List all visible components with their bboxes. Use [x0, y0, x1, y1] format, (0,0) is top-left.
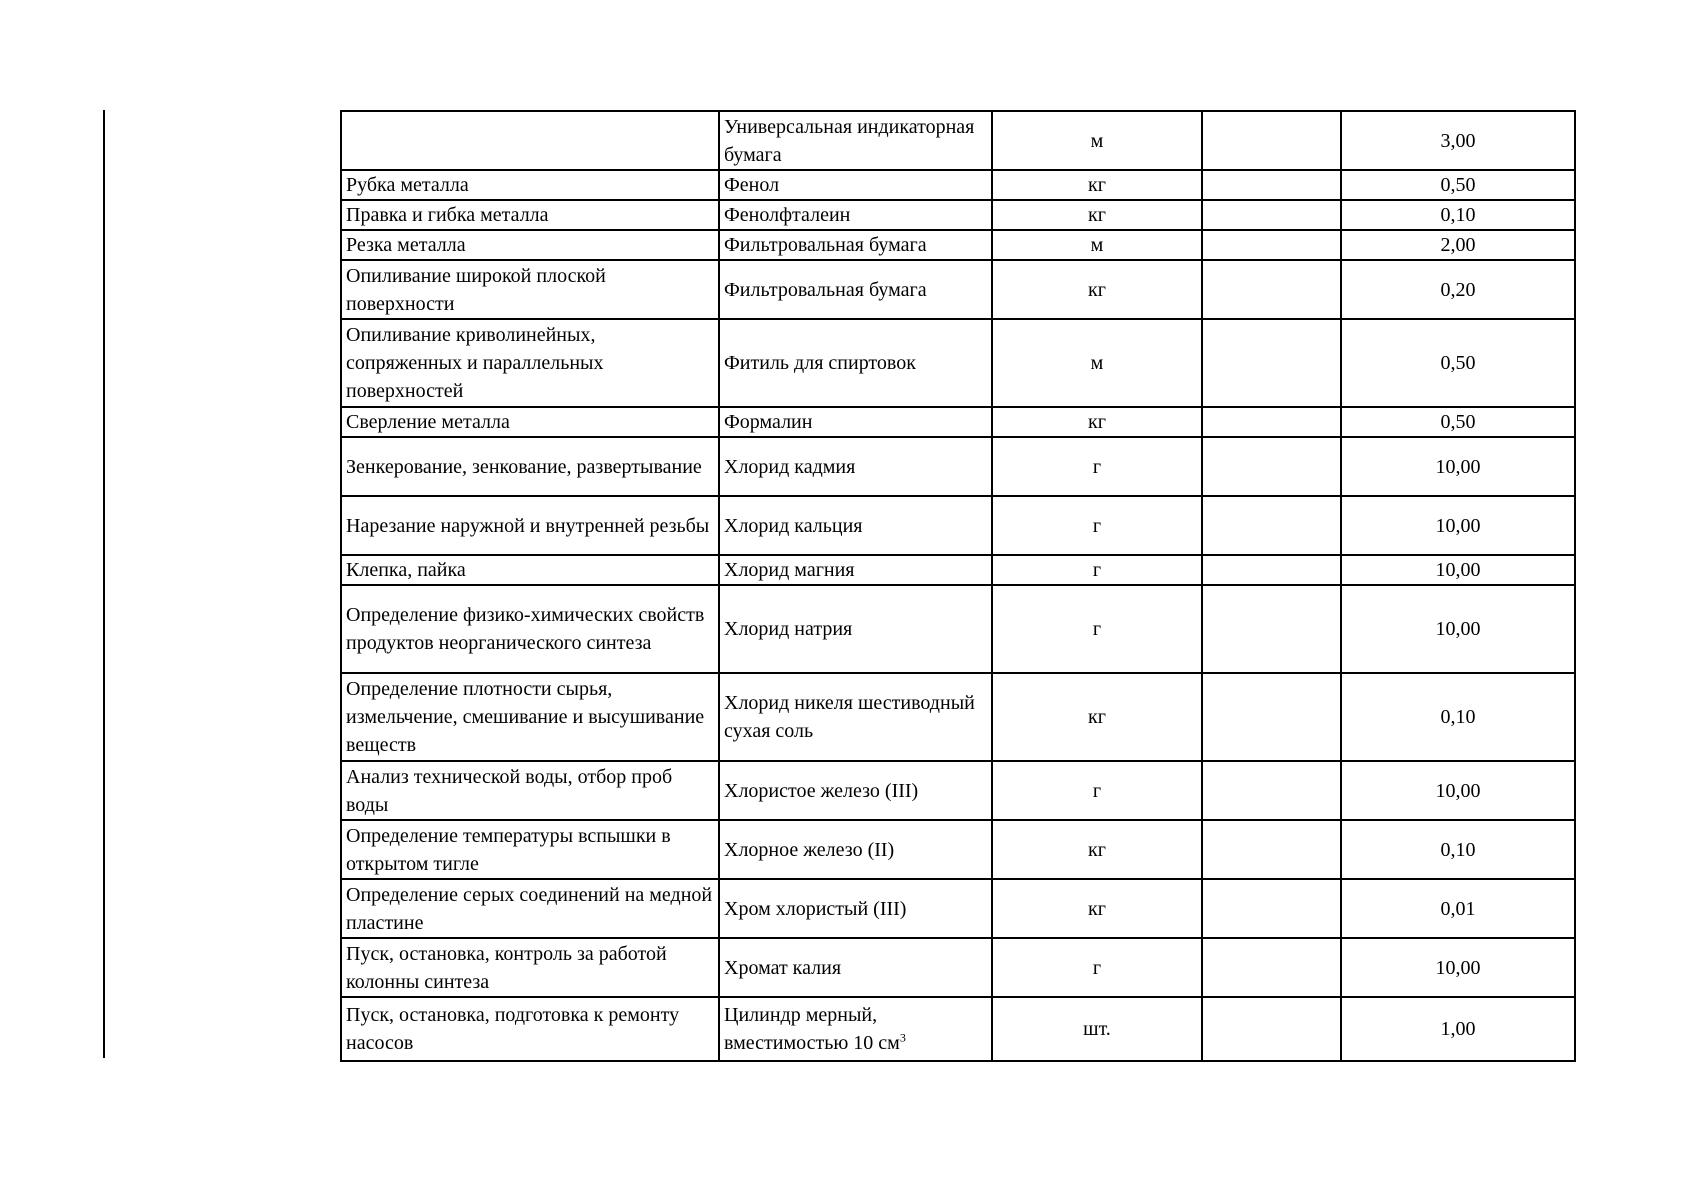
unit-cell: г — [992, 761, 1202, 820]
operation-cell: Определение плотности сырья, измельчение, смешивание и высушивание веществ — [341, 673, 719, 761]
operation-cell: Определение температуры вспышки в открытом тигле — [341, 820, 719, 879]
material-cell — [719, 997, 992, 1061]
quantity-cell: 10,00 — [1341, 761, 1575, 820]
empty-cell — [1202, 437, 1341, 496]
unit-cell: кг — [992, 879, 1202, 938]
quantity-cell: 1,00 — [1341, 997, 1575, 1061]
quantity-cell: 10,00 — [1341, 585, 1575, 673]
empty-cell — [1202, 879, 1341, 938]
table-row — [341, 673, 1575, 761]
empty-cell — [1202, 820, 1341, 879]
unit-cell: шт. — [992, 997, 1202, 1061]
material-cell: Хлористое железо (III) — [719, 761, 992, 820]
empty-cell — [1202, 170, 1341, 200]
empty-cell — [1202, 111, 1341, 170]
operation-cell: Правка и гибка металла — [341, 200, 719, 230]
quantity-cell: 0,10 — [1341, 200, 1575, 230]
empty-cell — [1202, 673, 1341, 761]
table-row — [341, 938, 1575, 997]
operation-cell: Клепка, пайка — [341, 555, 719, 585]
page-margin-line — [103, 110, 105, 1058]
empty-cell — [1202, 200, 1341, 230]
quantity-cell: 0,10 — [1341, 820, 1575, 879]
unit-cell: м — [992, 230, 1202, 260]
table-row — [341, 820, 1575, 879]
empty-cell — [1202, 761, 1341, 820]
unit-cell: кг — [992, 673, 1202, 761]
operation-cell: Определение физико-химических свойств продуктов неорганического синтеза — [341, 585, 719, 673]
table-row — [341, 879, 1575, 938]
quantity-cell: 3,00 — [1341, 111, 1575, 170]
operation-cell: Нарезание наружной и внутренней резьбы — [341, 496, 719, 555]
material-cell: Хлорид натрия — [719, 585, 992, 673]
empty-cell — [1202, 319, 1341, 407]
quantity-cell: 0,10 — [1341, 673, 1575, 761]
quantity-cell: 0,01 — [1341, 879, 1575, 938]
operation-cell: Определение серых соединений на медной пластине — [341, 879, 719, 938]
table-row — [341, 319, 1575, 407]
superscript-exponent: 3 — [899, 1030, 906, 1045]
table-row — [341, 260, 1575, 319]
operation-cell: Анализ технической воды, отбор проб воды — [341, 761, 719, 820]
operation-cell: Зенкерование, зенкование, развертывание — [341, 437, 719, 496]
empty-cell — [1202, 407, 1341, 437]
material-cell: Фитиль для спиртовок — [719, 319, 992, 407]
unit-cell: кг — [992, 820, 1202, 879]
quantity-cell: 0,50 — [1341, 407, 1575, 437]
unit-cell: г — [992, 585, 1202, 673]
table-row — [341, 407, 1575, 437]
quantity-cell: 0,20 — [1341, 260, 1575, 319]
material-cell: Фенол — [719, 170, 992, 200]
empty-cell — [1202, 230, 1341, 260]
table-row — [341, 111, 1575, 170]
empty-cell — [1202, 997, 1341, 1061]
quantity-cell: 10,00 — [1341, 555, 1575, 585]
quantity-cell: 0,50 — [1341, 319, 1575, 407]
quantity-cell: 0,50 — [1341, 170, 1575, 200]
unit-cell: м — [992, 111, 1202, 170]
material-cell: Фильтровальная бумага — [719, 260, 992, 319]
materials-table — [340, 110, 1576, 1062]
table-row — [341, 200, 1575, 230]
unit-cell: м — [992, 319, 1202, 407]
quantity-cell: 10,00 — [1341, 938, 1575, 997]
material-cell: Хром хлористый (III) — [719, 879, 992, 938]
unit-cell: кг — [992, 170, 1202, 200]
material-cell: Универсальная индикаторная бумага — [719, 111, 992, 170]
operation-cell: Опиливание широкой плоской поверхности — [341, 260, 719, 319]
material-cell: Хлорное железо (II) — [719, 820, 992, 879]
empty-cell — [1202, 938, 1341, 997]
material-text: Цилиндр мерный, вместимостью 10 см — [724, 1004, 900, 1054]
material-cell: Формалин — [719, 407, 992, 437]
quantity-cell: 10,00 — [1341, 437, 1575, 496]
operation-cell — [341, 111, 719, 170]
table-row — [341, 437, 1575, 496]
table-row — [341, 496, 1575, 555]
material-cell: Хлорид магния — [719, 555, 992, 585]
table-row — [341, 997, 1575, 1061]
material-cell: Хромат калия — [719, 938, 992, 997]
table-row — [341, 170, 1575, 200]
operation-cell: Опиливание криволинейных, сопряженных и параллельных поверхностей — [341, 319, 719, 407]
operation-cell: Пуск, остановка, контроль за работой колонны синтеза — [341, 938, 719, 997]
empty-cell — [1202, 555, 1341, 585]
empty-cell — [1202, 585, 1341, 673]
quantity-cell: 2,00 — [1341, 230, 1575, 260]
unit-cell: г — [992, 437, 1202, 496]
table-row — [341, 585, 1575, 673]
unit-cell: г — [992, 496, 1202, 555]
table-row — [341, 555, 1575, 585]
operation-cell: Рубка металла — [341, 170, 719, 200]
table-row — [341, 230, 1575, 260]
material-cell: Фильтровальная бумага — [719, 230, 992, 260]
operation-cell: Пуск, остановка, подготовка к ремонту насосов — [341, 997, 719, 1061]
material-cell: Хлорид кадмия — [719, 437, 992, 496]
quantity-cell: 10,00 — [1341, 496, 1575, 555]
operation-cell: Сверление металла — [341, 407, 719, 437]
unit-cell: кг — [992, 260, 1202, 319]
material-cell: Хлорид никеля шестиводный сухая соль — [719, 673, 992, 761]
empty-cell — [1202, 260, 1341, 319]
unit-cell: кг — [992, 200, 1202, 230]
unit-cell: г — [992, 555, 1202, 585]
material-cell: Фенолфталеин — [719, 200, 992, 230]
material-cell: Хлорид кальция — [719, 496, 992, 555]
unit-cell: кг — [992, 407, 1202, 437]
operation-cell: Резка металла — [341, 230, 719, 260]
empty-cell — [1202, 496, 1341, 555]
unit-cell: г — [992, 938, 1202, 997]
table-row — [341, 761, 1575, 820]
